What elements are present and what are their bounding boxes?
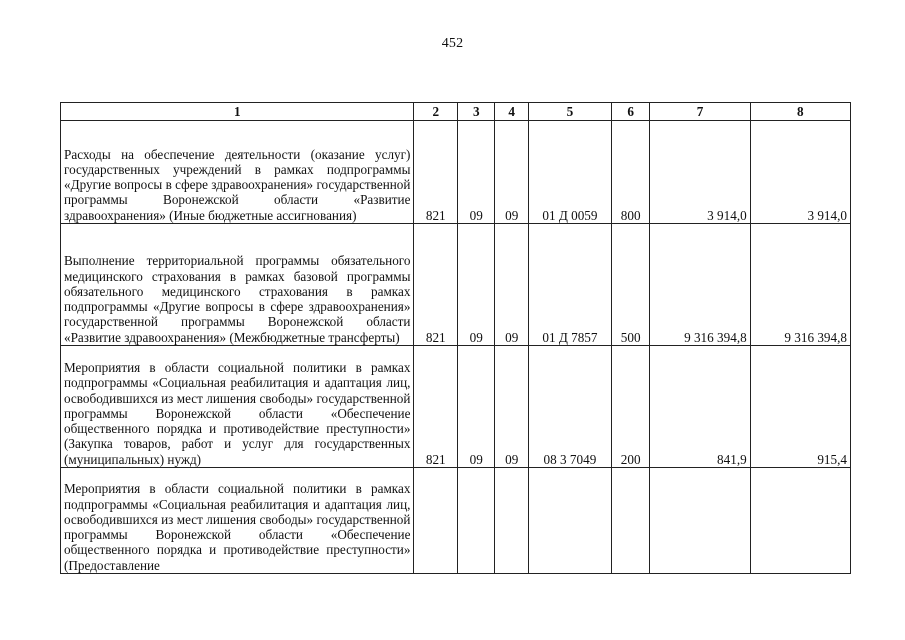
subsection-code: 09 <box>495 346 528 468</box>
target-article-code: 01 Д 0059 <box>528 121 611 224</box>
amount-col8: 3 914,0 <box>750 121 850 224</box>
amount-col8 <box>750 468 850 574</box>
ministry-code <box>414 468 458 574</box>
expense-type-code: 800 <box>611 121 649 224</box>
target-article-code <box>528 468 611 574</box>
column-header: 8 <box>750 103 850 121</box>
amount-col8: 915,4 <box>750 346 850 468</box>
expense-type-code: 200 <box>611 346 649 468</box>
row-description: Мероприятия в области социальной политики в рамках подпрограммы «Социальная реабилитация и адаптация лиц, освободившихся из мест лишения свободы» государственной программы Воронежской области «Обеспечение общественного порядка и противодействие преступности» (Закупка товаров, работ и услуг для государственных (муниципальных) нужд) <box>61 346 414 468</box>
column-header: 5 <box>528 103 611 121</box>
expense-type-code: 500 <box>611 224 649 346</box>
column-header: 4 <box>495 103 528 121</box>
subsection-code: 09 <box>495 121 528 224</box>
ministry-code: 821 <box>414 346 458 468</box>
table-row <box>61 468 851 574</box>
table-row <box>61 121 851 224</box>
section-code: 09 <box>458 224 495 346</box>
expense-type-code <box>611 468 649 574</box>
amount-col7: 9 316 394,8 <box>650 224 750 346</box>
ministry-code: 821 <box>414 224 458 346</box>
table-header-row <box>61 103 851 121</box>
section-code <box>458 468 495 574</box>
row-description: Мероприятия в области социальной политики в рамках подпрограммы «Социальная реабилитация и адаптация лиц, освободившихся из мест лишения свободы» государственной программы Воронежской области «Обеспечение общественного порядка и противодействие преступности» (Предоставление <box>61 468 414 574</box>
section-code: 09 <box>458 121 495 224</box>
amount-col7: 3 914,0 <box>650 121 750 224</box>
page-number: 452 <box>441 36 464 51</box>
column-header: 6 <box>611 103 649 121</box>
target-article-code: 01 Д 7857 <box>528 224 611 346</box>
table-row <box>61 224 851 346</box>
column-header: 1 <box>61 103 414 121</box>
row-description: Расходы на обеспечение деятельности (оказание услуг) государственных учреждений в рамках подпрограммы «Другие вопросы в сфере здравоохранения» государственной программы Воронежской области «Развитие здравоохранения» (Иные бюджетные ассигнования) <box>61 121 414 224</box>
amount-col7: 841,9 <box>650 346 750 468</box>
amount-col8: 9 316 394,8 <box>750 224 850 346</box>
column-header: 3 <box>458 103 495 121</box>
subsection-code <box>495 468 528 574</box>
section-code: 09 <box>458 346 495 468</box>
target-article-code: 08 3 7049 <box>528 346 611 468</box>
amount-col7 <box>650 468 750 574</box>
table-row <box>61 346 851 468</box>
row-description: Выполнение территориальной программы обязательного медицинского страхования в рамках базовой программы обязательного медицинского страхования в рамках подпрограммы «Другие вопросы в сфере здравоохранения» государственной программы Воронежской области «Развитие здравоохранения» (Межбюджетные трансферты) <box>61 224 414 346</box>
ministry-code: 821 <box>414 121 458 224</box>
budget-table <box>60 102 851 574</box>
subsection-code: 09 <box>495 224 528 346</box>
column-header: 7 <box>650 103 750 121</box>
column-header: 2 <box>414 103 458 121</box>
